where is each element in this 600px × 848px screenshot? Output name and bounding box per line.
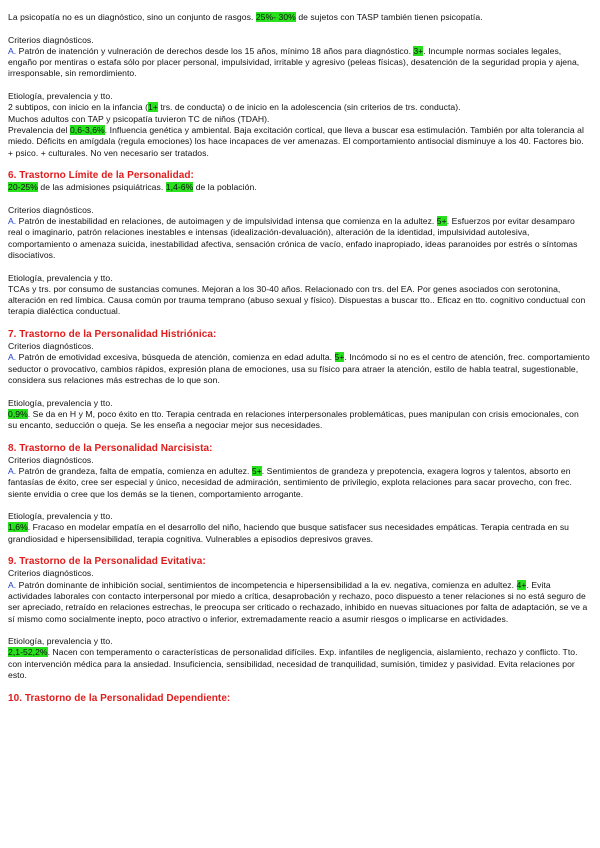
paragraph: [8, 647, 590, 681]
paragraph: [8, 455, 590, 466]
list-marker: A.: [8, 579, 17, 590]
paragraph: [8, 12, 590, 23]
paragraph: [8, 125, 590, 159]
highlighted-value: 5+: [436, 216, 447, 227]
paragraph: [8, 114, 590, 125]
highlighted-value: 5+: [334, 352, 345, 363]
spacer: [8, 545, 590, 556]
paragraph: [8, 284, 590, 318]
text-run: Prevalencia del: [8, 124, 70, 135]
paragraph: [8, 511, 590, 522]
spacer: [8, 431, 590, 442]
spacer: [8, 23, 590, 34]
highlighted-value: 1+: [148, 102, 158, 113]
section-heading: [8, 693, 590, 705]
paragraph: [8, 35, 590, 46]
text-run: 8. Trastorno de la Personalidad Narcisista:: [8, 442, 213, 454]
paragraph: [8, 216, 590, 261]
text-run: de sujetos con TASP también tienen psicopatía.: [295, 12, 483, 22]
text-run: de la población.: [193, 182, 257, 193]
text-run: . Nacen con temperamento o características de personalidad difíciles. Exp. infantiles de negligencia, aislamiento, rechazo y conflicto. Tto. con intervención médica para la ansiedad. Insuficiencia, sensibilidad, necesidad de tranquilidad, sumisión, timidez y pasividad. Evita relaciones por esto.: [8, 647, 578, 681]
highlighted-value: 4+: [516, 579, 527, 590]
highlighted-value: 5+: [251, 465, 262, 476]
highlighted-value: 1,4-6%: [165, 182, 194, 193]
paragraph: [8, 182, 590, 193]
text-run: . Incómodo si no es el centro de atención, frec. comportamiento seductor o provocativo, cambios rápidos, expresión plana de emociones, usa su físico para atraer la atención, estilo de habla teatral, sugestionable, considera sus relaciones más estrechas de lo que son.: [8, 352, 590, 385]
highlighted-value: 2,1-52,2%: [8, 647, 48, 658]
text-run: Etiología, prevalencia y tto.: [8, 272, 113, 283]
text-run: La psicopatía no es un diagnóstico, sino un conjunto de rasgos.: [8, 12, 256, 22]
paragraph: [8, 273, 590, 284]
highlighted-value: 1,6%: [8, 522, 28, 533]
text-run: Criterios diagnósticos.: [8, 34, 94, 45]
text-run: . Fracaso en modelar empatía en el desarrollo del niño, haciendo que busque satisfacer sus necesidades empáticas. Terapia centrada en su grandiosidad e hipersensibilidad, terapia cognitiva. Vulnerables a episodios depresivos graves.: [8, 522, 570, 544]
paragraph: [8, 398, 590, 409]
text-run: . Influencia genética y ambiental. Baja excitación cortical, que lleva a buscar esa estimulación. También por alta tolerancia al miedo. Déficits en amígdala (regula emociones) los hace incapaces de ver amenazas. El comportamiento antisocial disminuye a los 40. Factores bio. + psico. + culturales. No ven necesario ser tratados.: [8, 124, 584, 158]
paragraph: [8, 46, 590, 80]
text-run: 10. Trastorno de la Personalidad Dependiente:: [8, 692, 231, 704]
spacer: [8, 159, 590, 170]
highlighted-value: 3+: [413, 45, 424, 56]
text-run: Criterios diagnósticos.: [8, 454, 94, 465]
text-run: TCAs y trs. por consumo de sustancias comunes. Mejoran a los 30-40 años. Relacionado con trs. del EA. Por genes asociados con serotonina, alteración en red límbica. Causa común por trauma temprano (abuso sexual y físico). Dispuestas a buscar tto.. Eficaz en tto. cognitivo conductual con terapia dialéctica conductual.: [8, 283, 586, 317]
spacer: [8, 625, 590, 636]
text-run: trs. de conducta) o de inicio en la adolescencia (sin criterios de trs. conducta).: [157, 102, 461, 113]
spacer: [8, 386, 590, 397]
spacer: [8, 500, 590, 511]
text-run: Patrón de grandeza, falta de empatía, comienza en adultez.: [16, 465, 252, 476]
text-run: Criterios diagnósticos.: [8, 204, 94, 215]
text-run: . Evita actividades laborales con contacto interpersonal por miedo a crítica, desaprobación y rechazo, poco dispuesto a tener relaciones si no está seguro de ser apreciado, retraído en relaciones estrechas, le preocupa ser criticado o rechazado, inhibido en nuevas situaciones por falta de adaptación, se ve a sí mismo como socialmente inepto, poco atractivo o inferior, extremadamente reacio a asumir riesgos o implicarse en actividades.: [8, 579, 588, 624]
text-run: Patrón dominante de inhibición social, sentimientos de incompetencia e hipersensibilidad a la ev. negativa, comienza en adultez.: [16, 579, 517, 590]
section-heading: [8, 170, 590, 182]
spacer: [8, 681, 590, 692]
paragraph: [8, 352, 590, 386]
text-run: 2 subtipos, con inicio en la infancia (: [8, 102, 149, 113]
highlighted-value: 0,6-3,6%: [69, 124, 105, 135]
text-run: Patrón de inestabilidad en relaciones, de autoimagen y de impulsividad intensa que comienza en la adultez.: [16, 216, 437, 227]
text-run: . Esfuerzos por evitar desamparo real o imaginario, patrón relaciones inestables e intensas (idealización-devaluación), alteración de la identidad, impulsividad autolesiva, comportamiento o amenaza suicida, inestabilidad afectiva, sensación crónica de vacío, enfado inapropiado, ideas paranoides por estrés o síntomas disociativos.: [8, 216, 578, 260]
list-marker: A.: [8, 352, 17, 363]
paragraph: [8, 522, 590, 545]
paragraph: [8, 466, 590, 500]
paragraph: [8, 205, 590, 216]
spacer: [8, 80, 590, 91]
list-marker: A.: [8, 45, 17, 56]
text-run: 7. Trastorno de la Personalidad Histriónica:: [8, 329, 217, 341]
section-heading: [8, 443, 590, 455]
section-heading: [8, 556, 590, 568]
paragraph: [8, 636, 590, 647]
text-run: Muchos adultos con TAP y psicopatía tuvieron TC de niños (TDAH).: [8, 113, 270, 124]
spacer: [8, 261, 590, 272]
text-run: Etiología, prevalencia y tto.: [8, 511, 113, 522]
text-run: Patrón de emotividad excesiva, búsqueda de atención, comienza en edad adulta.: [16, 352, 335, 363]
text-run: Patrón de inatención y vulneración de derechos desde los 15 años, mínimo 18 años para diagnóstico.: [16, 45, 414, 56]
text-run: . Incumple normas sociales legales, engaño por mentiras o estafa sólo por placer personal, impulsividad, irritable y agresivo (peleas físicas), desatención de la seguridad propia y ajena, irresponsable, sin remordimiento.: [8, 45, 580, 79]
text-run: 9. Trastorno de la Personalidad Evitativa:: [8, 556, 206, 568]
text-run: . Se da en H y M, poco éxito en tto. Terapia centrada en relaciones interpersonales problemáticas, pues manipulan con crisis emocionales, con su encanto, seducción o queja. Se les enseña a negociar mejor sus necesidades.: [8, 408, 579, 431]
highlighted-value: 0,9%: [8, 408, 28, 419]
list-marker: A.: [8, 465, 17, 476]
highlighted-value: 25%- 30%: [255, 12, 296, 22]
paragraph: [8, 580, 590, 625]
list-marker: A.: [8, 216, 17, 227]
paragraph: [8, 409, 590, 432]
section-heading: [8, 329, 590, 341]
text-run: Criterios diagnósticos.: [8, 568, 94, 579]
text-run: Criterios diagnósticos.: [8, 341, 94, 352]
text-run: 6. Trastorno Límite de la Personalidad:: [8, 170, 194, 182]
text-run: Etiología, prevalencia y tto.: [8, 636, 113, 647]
text-run: Etiología, prevalencia y tto.: [8, 91, 113, 102]
paragraph: [8, 91, 590, 102]
highlighted-value: 20-25%: [8, 182, 38, 193]
paragraph: [8, 341, 590, 352]
text-run: . Sentimientos de grandeza y prepotencia, exagera logros y talentos, absorto en fantasías de éxito, cree ser especial y único, necesidad de admiración, sentimiento de privilegio, explota relaciones para sacar provecho, con frec. siente envidia o cree que los demás se la tienen, comportamiento arrogante.: [8, 465, 572, 499]
spacer: [8, 318, 590, 329]
paragraph: [8, 102, 590, 113]
text-run: de las admisiones psiquiátricas.: [37, 182, 166, 193]
paragraph: [8, 568, 590, 579]
text-run: Etiología, prevalencia y tto.: [8, 397, 113, 408]
spacer: [8, 193, 590, 204]
